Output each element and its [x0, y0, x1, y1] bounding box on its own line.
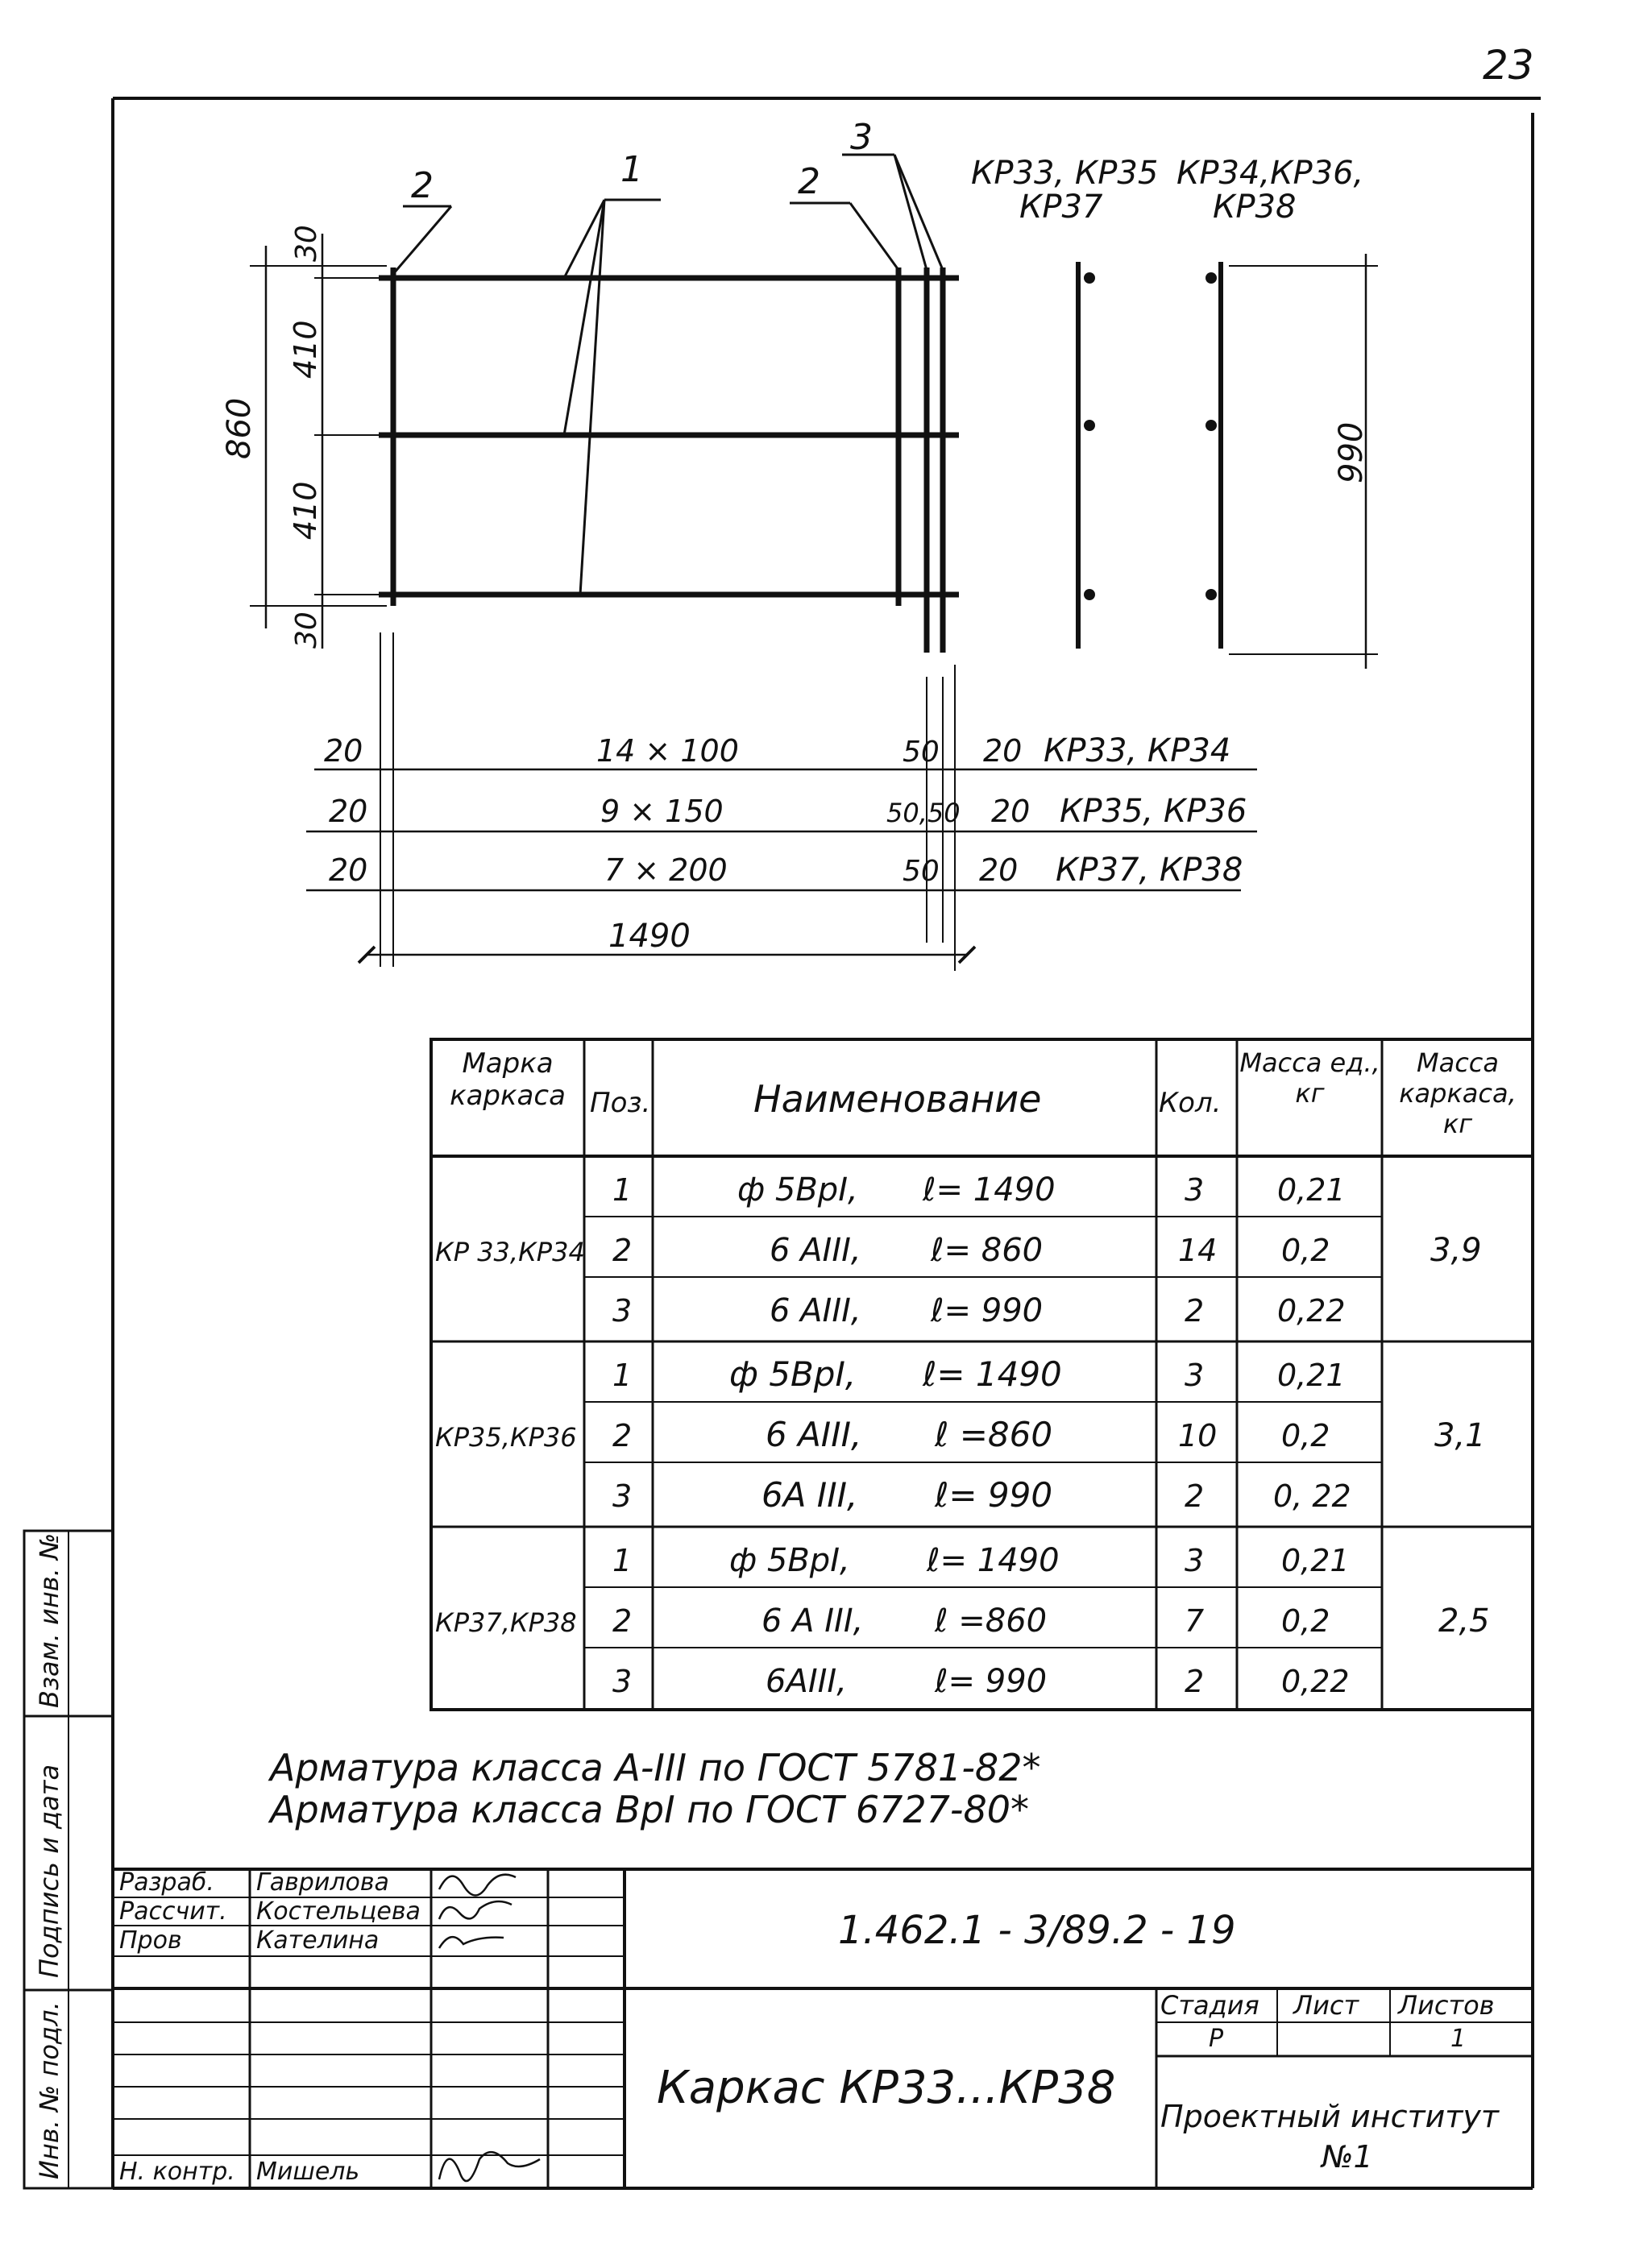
dim-left-total: 860: [221, 397, 258, 459]
row-length: ℓ= 990: [935, 1475, 1053, 1515]
row-pos: 3: [612, 1293, 633, 1329]
row-pos: 1: [612, 1172, 633, 1208]
row-qty: 2: [1185, 1293, 1205, 1329]
stamp-original-inv: Инв. № подл.: [34, 2001, 64, 2179]
spacing-row-2-marks: КР35, КР36: [1060, 793, 1247, 830]
note-line-2: Арматура класса ВрI по ГОСТ 6727-80*: [270, 1788, 1030, 1831]
spacing-dimensions: [306, 632, 1257, 971]
table-row: [612, 1542, 1350, 1579]
spec-group-3: [435, 1542, 1490, 1700]
row-mass: 0,21: [1281, 1543, 1350, 1578]
stage-label: Стадия: [1160, 1990, 1259, 2021]
pos-label-3: 3: [850, 117, 873, 158]
row-qty: 7: [1185, 1603, 1205, 1639]
header-name: Наименование: [753, 1077, 1042, 1121]
section-label-right-top: КР34,КР36,: [1176, 155, 1364, 192]
row-length: ℓ= 990: [935, 1663, 1048, 1700]
spacing-row-1-marks: КР33, КР34: [1044, 732, 1231, 769]
role-developed: Разраб.: [119, 1868, 214, 1897]
signature-norm-control: [439, 2152, 540, 2181]
spacing-row-3-end: 20: [979, 852, 1019, 888]
spacing-row-1: [314, 732, 1257, 769]
dim-left-mid1: 410: [288, 320, 323, 379]
table-row: [612, 1475, 1351, 1515]
table-row: [612, 1415, 1330, 1454]
spacing-row-1-gap: 50: [903, 736, 940, 769]
row-bar: ф 5ВрI,: [729, 1354, 857, 1394]
row-qty: 10: [1178, 1418, 1218, 1453]
sheets-label: Листов: [1398, 1990, 1495, 2021]
name-calculated: Костельцева: [256, 1897, 421, 1926]
signature-calculated: [439, 1901, 512, 1919]
row-bar: 6 А III,: [761, 1603, 864, 1640]
spacing-row-3-left: 20: [329, 852, 368, 888]
row-pos: 3: [612, 1664, 633, 1699]
row-mass: 0,21: [1277, 1358, 1346, 1393]
stamp-replacement-inv: Взам. инв. №: [34, 1532, 64, 1708]
organization-line-1: Проектный институт: [1160, 2099, 1500, 2134]
row-qty: 3: [1185, 1543, 1205, 1578]
group-mark: КР 33,КР34: [435, 1237, 585, 1267]
role-norm-control: Н. контр.: [119, 2158, 235, 2186]
side-stamp: [24, 1531, 113, 2188]
signature-developed: [439, 1875, 516, 1896]
row-mass: 0,2: [1281, 1233, 1330, 1268]
row-length: ℓ= 990: [931, 1292, 1044, 1329]
sheets-value: 1: [1450, 2025, 1467, 2053]
row-pos: 2: [612, 1418, 633, 1453]
row-mass: 0,21: [1277, 1172, 1346, 1208]
sheet-label: Лист: [1293, 1990, 1359, 2021]
stage-value: Р: [1209, 2025, 1224, 2053]
table-row: [612, 1663, 1350, 1700]
spacing-row-2-middle: 9 × 150: [600, 794, 724, 829]
row-qty: 2: [1185, 1478, 1205, 1514]
group-frame-mass: 2,5: [1438, 1603, 1490, 1640]
group-mark: КР37,КР38: [435, 1607, 577, 1638]
note-line-1: Арматура класса А-III по ГОСТ 5781-82*: [270, 1746, 1041, 1789]
group-mark: КР35,КР36: [435, 1422, 577, 1453]
spacing-row-2-gap: 50,50: [886, 798, 961, 828]
dim-left-mid2: 410: [288, 481, 323, 540]
header-frame-mass: Масса каркаса, кг: [1399, 1047, 1517, 1139]
role-checked: Пров: [119, 1926, 182, 1955]
header-mark: Марка каркаса: [450, 1047, 566, 1112]
side-sections: [971, 155, 1378, 669]
row-bar: ф 5ВрI,: [737, 1171, 858, 1209]
spacing-row-1-left: 20: [324, 733, 363, 769]
spacing-row-1-middle: 14 × 100: [596, 733, 739, 769]
row-length: ℓ= 860: [931, 1232, 1044, 1269]
group-frame-mass: 3,9: [1430, 1232, 1482, 1269]
spacing-row-3: [306, 852, 1243, 890]
row-pos: 1: [612, 1543, 633, 1578]
row-bar: 6 АIII,: [770, 1292, 861, 1329]
spec-group-1: [435, 1171, 1482, 1329]
table-row: [612, 1354, 1346, 1394]
name-norm-control: Мишель: [256, 2158, 360, 2186]
row-qty: 14: [1178, 1233, 1218, 1268]
spacing-row-2-end: 20: [991, 794, 1031, 829]
row-mass: 0,22: [1281, 1664, 1350, 1699]
table-row: [612, 1232, 1330, 1269]
spec-table-header: [435, 1047, 1531, 1152]
row-bar: 6 АIII,: [766, 1415, 862, 1454]
row-length: ℓ= 1490: [923, 1171, 1056, 1209]
table-row: [612, 1171, 1346, 1209]
header-pos: Поз.: [590, 1087, 651, 1119]
spacing-row-3-marks: КР37, КР38: [1056, 852, 1243, 889]
drawing-title: Каркас КР33...КР38: [657, 2062, 1116, 2114]
document-code: 1.462.1 - 3/89.2 - 19: [838, 1908, 1236, 1953]
header-unit-mass: Масса ед., кг: [1239, 1047, 1380, 1109]
pos-label-2-right: 2: [798, 161, 820, 202]
row-mass: 0,2: [1281, 1418, 1330, 1453]
row-mass: 0,2: [1281, 1603, 1330, 1639]
row-bar: 6АIII,: [766, 1663, 847, 1700]
title-block: [113, 1868, 1533, 2188]
row-qty: 2: [1185, 1664, 1205, 1699]
section-label-left-top: КР33, КР35: [971, 155, 1159, 192]
section-label-left-bottom: КР37: [1019, 189, 1103, 226]
row-length: ℓ =860: [935, 1415, 1053, 1454]
dim-left-bottom: 30: [290, 612, 323, 649]
row-qty: 3: [1185, 1358, 1205, 1393]
dim-right-height: 990: [1333, 421, 1370, 483]
role-calculated: Рассчит.: [119, 1897, 227, 1926]
header-qty: Кол.: [1159, 1087, 1222, 1119]
spec-group-2: [435, 1354, 1486, 1515]
section-label-right-bottom: КР38: [1213, 189, 1297, 226]
row-mass: 0, 22: [1273, 1478, 1351, 1514]
spacing-row-2-left: 20: [329, 794, 368, 829]
frame-elevation: [221, 117, 959, 653]
row-pos: 1: [612, 1358, 633, 1393]
stamp-signature-date: Подпись и дата: [34, 1764, 64, 1978]
row-length: ℓ= 1490: [923, 1354, 1062, 1394]
sheet-number: 23: [1483, 42, 1534, 89]
row-pos: 3: [612, 1478, 633, 1514]
organization-line-2: №1: [1322, 2139, 1373, 2175]
row-bar: 6А III,: [761, 1475, 858, 1515]
row-length: ℓ= 1490: [927, 1542, 1060, 1579]
row-pos: 2: [612, 1233, 633, 1268]
group-frame-mass: 3,1: [1434, 1417, 1486, 1454]
name-checked: Кателина: [256, 1926, 380, 1955]
dim-left-top: 30: [290, 225, 323, 262]
pos-label-1: 1: [620, 149, 643, 190]
table-row: [612, 1292, 1346, 1329]
table-row: [612, 1603, 1330, 1640]
dim-bottom-total: 1490: [608, 918, 691, 955]
name-developed: Гаврилова: [256, 1868, 389, 1897]
pos-label-2-left: 2: [411, 165, 434, 206]
row-mass: 0,22: [1277, 1293, 1346, 1329]
signature-checked: [439, 1937, 504, 1948]
row-qty: 3: [1185, 1172, 1205, 1208]
spacing-row-1-end: 20: [983, 733, 1023, 769]
notes: [268, 1746, 1040, 1831]
spacing-row-3-middle: 7 × 200: [604, 852, 728, 888]
spacing-row-2: [306, 793, 1257, 831]
row-pos: 2: [612, 1603, 633, 1639]
row-bar: 6 АIII,: [770, 1232, 861, 1269]
spec-table: [431, 1039, 1533, 1710]
row-length: ℓ =860: [935, 1603, 1048, 1640]
row-bar: ф 5ВрI,: [729, 1542, 850, 1579]
spacing-row-3-gap: 50: [903, 855, 940, 888]
